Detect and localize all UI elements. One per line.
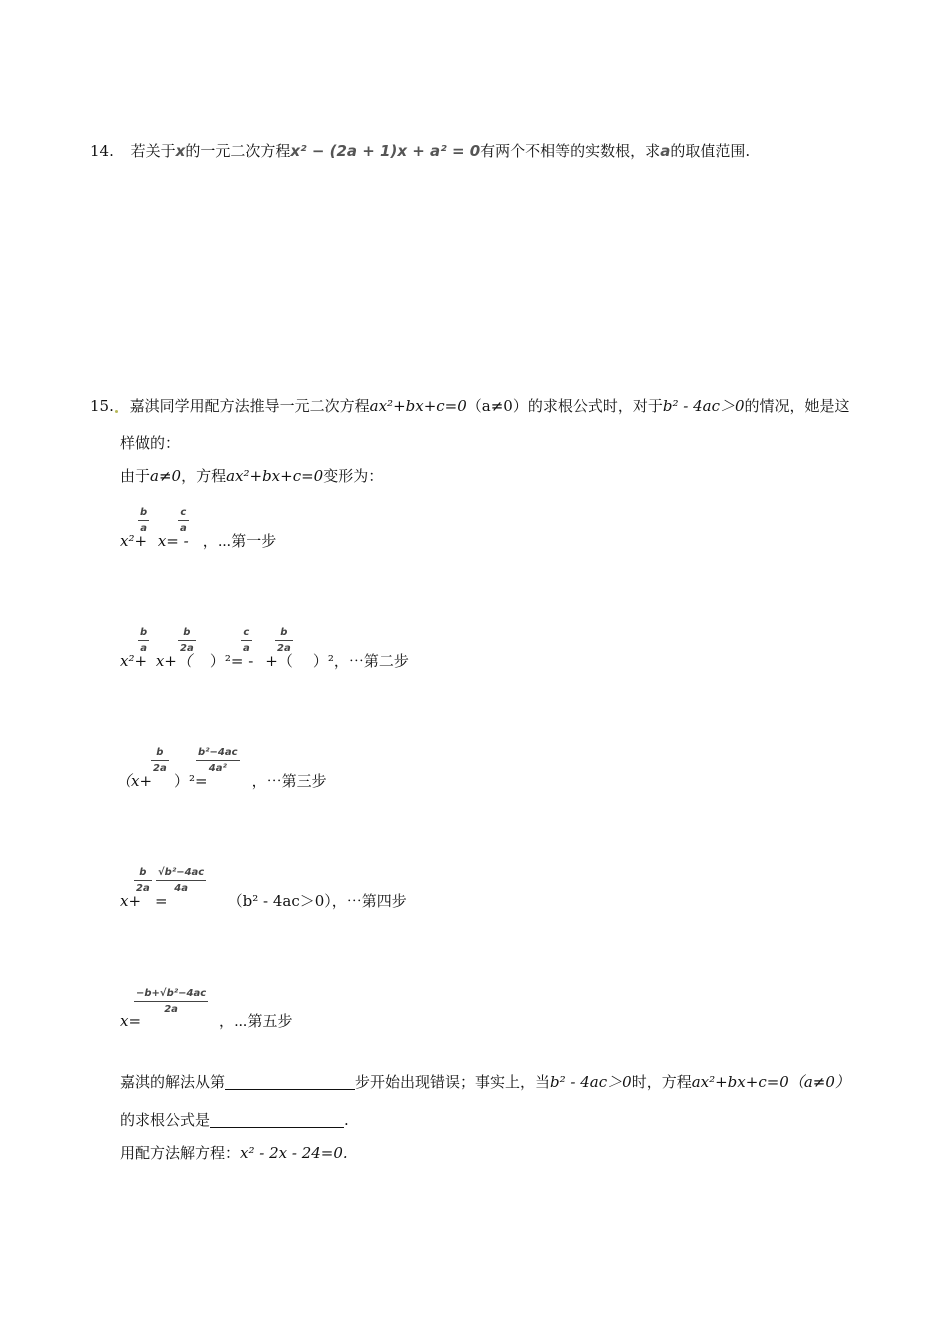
question-14 (90, 140, 750, 162)
step-text: x+ (120, 892, 142, 910)
question-text: 由于 (120, 467, 151, 485)
question-15-line-2: 样做的： (120, 434, 181, 452)
step-4 (120, 890, 407, 912)
math-var-x: x (175, 142, 186, 160)
question-15-line-3 (120, 465, 383, 487)
question-text: 的求根公式是 (120, 1111, 211, 1129)
answer-blank-step[interactable] (225, 1073, 355, 1090)
fraction-root-formula: −b+√b²−4ac 2a (136, 988, 207, 1015)
step-5 (120, 1010, 293, 1032)
step-text: （x+ (116, 772, 153, 790)
question-text: 有两个不相等的实数根，求 (480, 142, 661, 160)
math-condition: a≠0 (150, 467, 182, 485)
fraction-c-over-a: c a (243, 627, 250, 654)
math-var-a: a (660, 142, 671, 160)
question-number: 14. (90, 142, 114, 160)
step-label: ，⋯第三步 (251, 772, 327, 790)
question-text: 的一元二次方程 (185, 142, 291, 160)
question-number: 15. (90, 397, 114, 415)
step-text: ）²= - (209, 652, 254, 670)
question-text: 嘉淇的解法从第 (120, 1073, 226, 1091)
fraction-b-over-2a: b 2a (136, 867, 150, 894)
step-text: = (155, 892, 168, 910)
math-discriminant: b² - 4ac＞0 (550, 1073, 632, 1091)
step-label: ）²，⋯第二步 (312, 652, 409, 670)
question-text: . (344, 1111, 349, 1129)
question-text: 的情况，她是这 (744, 397, 850, 415)
solve-line (120, 1142, 348, 1164)
step-label: ，⋯第一步 (202, 532, 277, 550)
question-text: 若关于 (130, 142, 176, 160)
math-condition: （a≠0） (466, 397, 528, 415)
question-text: 的取值范围. (670, 142, 751, 160)
mark-dot (115, 410, 118, 413)
fraction-c-over-a: c a (180, 507, 187, 534)
step-text: +（ (265, 652, 293, 670)
math-discriminant: b² - 4ac＞0 (662, 397, 745, 415)
step-text: x= (120, 1012, 142, 1030)
fraction-b-over-2a: b 2a (180, 627, 194, 654)
step-text: x= - (157, 532, 189, 550)
math-equation: x² − (2a + 1)x + a² = 0 (290, 142, 481, 160)
answer-blank-formula[interactable] (210, 1111, 344, 1128)
question-text: ，方程 (181, 467, 227, 485)
math-equation: ax²+bx+c=0 (369, 397, 467, 415)
question-text: 变形为： (323, 467, 384, 485)
answer-line-1 (120, 1071, 850, 1093)
step-text: ）²= (174, 772, 208, 790)
math-equation: ax²+bx+c=0 (226, 467, 324, 485)
fraction-b-over-2a: b 2a (277, 627, 291, 654)
question-text: 步开始出现错误；事实上，当 (355, 1073, 551, 1091)
answer-line-2 (120, 1109, 349, 1131)
question-text: 时，方程 (631, 1073, 692, 1091)
math-equation: x² - 2x - 24=0. (240, 1144, 348, 1162)
question-15-line-1 (90, 395, 850, 417)
fraction-b-over-a: b a (140, 627, 148, 654)
question-text: 的求根公式时，对于 (527, 397, 663, 415)
step-label: ，⋯第五步 (219, 1012, 293, 1030)
fraction-sqrt-disc-over-4a: √b²−4ac 4a (158, 867, 205, 894)
step-text: x+（ (155, 652, 192, 670)
fraction-b-over-a: b a (140, 507, 148, 534)
step-label: （b² - 4ac＞0），⋯第四步 (227, 892, 407, 910)
step-2 (120, 650, 409, 672)
step-text: x²+ (120, 652, 152, 670)
step-text: x²+ (120, 532, 152, 550)
question-text: 用配方法解方程： (120, 1144, 241, 1162)
math-equation: ax²+bx+c=0（a≠0） (691, 1073, 850, 1091)
step-1 (120, 530, 276, 552)
fraction-b-over-2a: b 2a (153, 747, 167, 774)
step-3 (116, 770, 327, 792)
question-text: 嘉淇同学用配方法推导一元二次方程 (129, 397, 370, 415)
fraction-disc-over-4a2: b²−4ac 4a² (198, 747, 238, 774)
